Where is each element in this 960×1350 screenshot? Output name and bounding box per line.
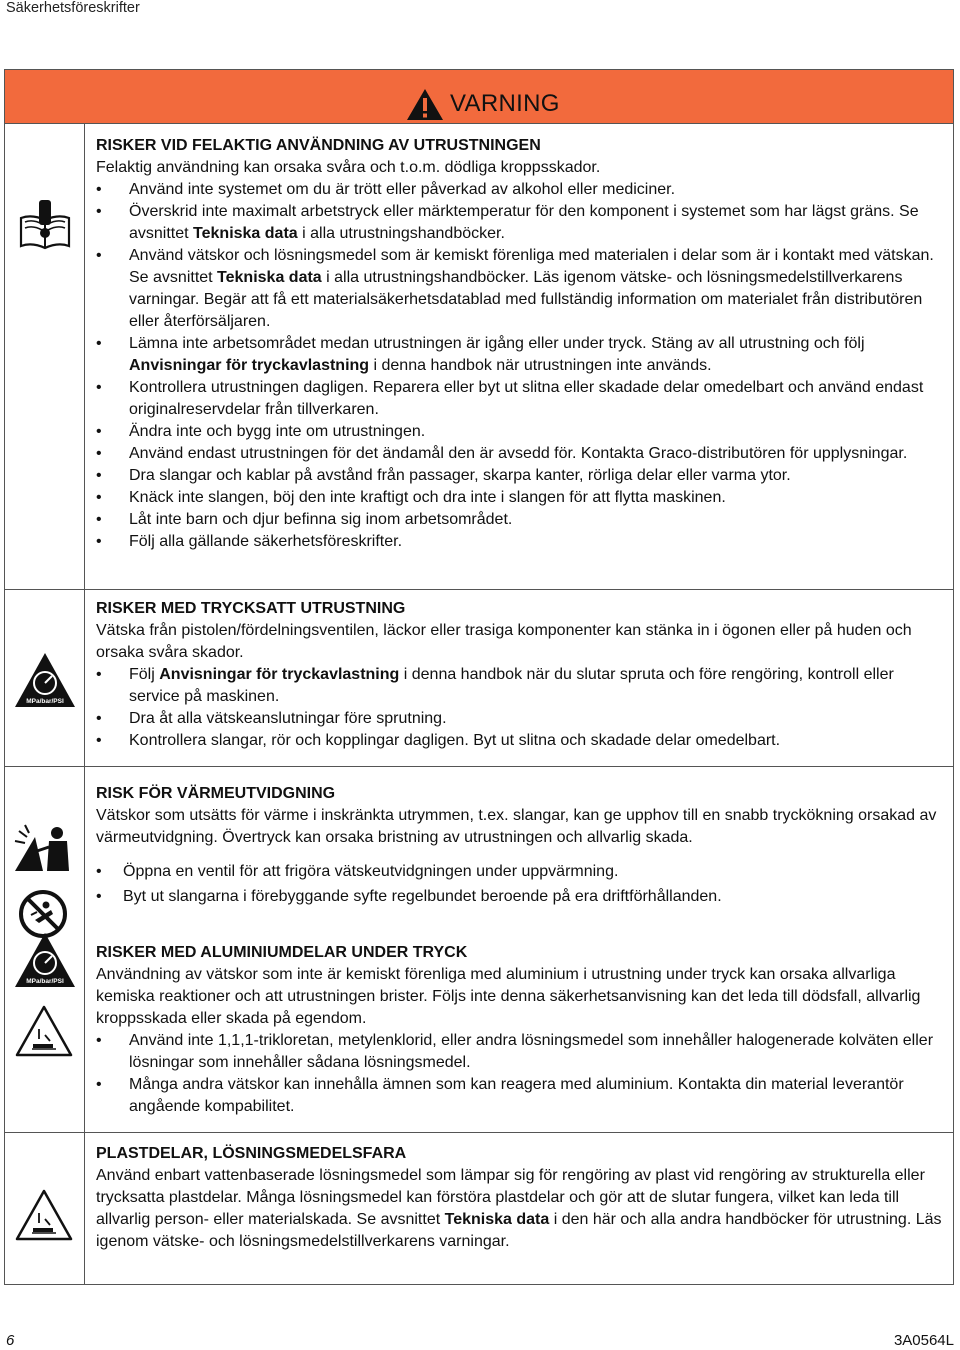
spray-injury-icon — [13, 823, 77, 878]
list-item: • Dra åt alla vätskeanslutningar före sprutning. — [96, 708, 947, 730]
section-divider — [5, 589, 953, 590]
section-title: RISKER VID FELAKTIG ANVÄNDNING AV UTRUSTNINGEN — [96, 137, 541, 154]
section-intro: Vätska från pistolen/fördelningsventilen, läckor eller trasiga komponenter kan stänka in i ögonen eller på huden och orsaka svåra skador. — [96, 622, 912, 661]
list-item: • Överskrid inte maximalt arbetstryck eller märktemperatur för den komponent i systemet som har lägst gräns. Se avsnittet Tekniska data i alla utrustningshandböcker. — [96, 201, 947, 245]
list-item: • Använd inte 1,1,1-trikloretan, metylenklorid, eller andra lösningsmedel som innehåller halogenerade kolväten eller lösningar som innehåller sådana lösningsmedel. — [96, 1030, 947, 1074]
list-item: • Kontrollera utrustningen dagligen. Reparera eller byt ut slitna eller skadade delar omedelbart och använd endast originalreservdelar från tillverkaren. — [96, 377, 947, 421]
list-item: • Ändra inte och bygg inte om utrustningen. — [96, 421, 947, 443]
section-divider — [5, 1132, 953, 1133]
pressure-gauge-warning-icon — [13, 651, 77, 714]
chemical-hazard-icon — [15, 1189, 73, 1246]
warning-banner — [5, 70, 953, 124]
chemical-hazard-icon — [15, 1005, 73, 1062]
list-item: • Lämna inte arbetsområdet medan utrustningen är igång eller under tryck. Stäng av all utrustning och följ Anvisningar för tryckavlastning i denna handbok när utrustningen inte används. — [96, 333, 947, 377]
pressure-gauge-warning-icon — [13, 931, 77, 994]
list-item: • Följ Anvisningar för tryckavlastning i denna handbok när du slutar spruta och före rengöring, kontroll eller service på maskinen. — [96, 664, 947, 708]
section-title: RISKER MED TRYCKSATT UTRUSTNING — [96, 600, 406, 617]
warning-triangle-icon — [406, 88, 444, 121]
section-title: PLASTDELAR, LÖSNINGSMEDELSFARA — [96, 1145, 407, 1162]
svg-text:MPa/bar/PSI: MPa/bar/PSI — [26, 978, 64, 985]
section-misuse — [96, 135, 947, 553]
warning-table — [4, 69, 954, 1285]
section-title: RISK FÖR VÄRMEUTVIDGNING — [96, 785, 336, 802]
bullet-list — [96, 859, 947, 909]
section-title: RISKER MED ALUMINIUMDELAR UNDER TRYCK — [96, 944, 468, 961]
section-body: Använd enbart vattenbaserade lösningsmedel som lämpar sig för rengöring av plast vid rengöring av strukturella eller trycksatta plastdelar. Många lösningsmedel kan förstöra plastdelar och gör att de slutar fungera, vilket kan leda till allvarlig person- eller materialskada. Se avsnittet Tekniska data i den här och alla andra handböcker för utrustning. Läs igenom vätske- och lösningsmedelstillverkarens varningar. — [96, 1167, 942, 1250]
banner-heading — [406, 87, 560, 121]
section-intro: Användning av vätskor som inte är kemiskt förenliga med aluminium i utrustning under tryck kan orsaka allvarliga kemiska reaktioner och att utrustningen brister. Följs inte denna säkerhetsanvisning kan det leda till dödsfall, allvarlig kroppsskada eller skada på egendom. — [96, 966, 921, 1027]
page-number: 6 — [6, 1332, 15, 1349]
list-item: • Många andra vätskor kan innehålla ämnen som kan reagera med aluminium. Kontakta din material leverantör angående kompabilitet. — [96, 1074, 947, 1118]
bullet-list — [96, 664, 947, 752]
list-item: • Använd inte systemet om du är trött eller påverkad av alkohol eller mediciner. — [96, 179, 947, 201]
icon-column — [5, 123, 85, 1284]
list-item: • Följ alla gällande säkerhetsföreskrifter. — [96, 531, 947, 553]
list-item: • Knäck inte slangen, böj den inte kraftigt och dra inte i slangen för att flytta maskinen. — [96, 487, 947, 509]
list-item: • Använd vätskor och lösningsmedel som är kemiskt förenliga med materialen i delar som är i kontakt med vätskan. Se avsnittet Tekniska data i alla utrustningshandböcker. Läs igenom vätske- och lösningsmedelstillverkarens varningar. Begär att få ett materialsäkerhetsdatablad med fullständig information om materialet från distributören eller återförsäljaren. — [96, 245, 947, 333]
manual-warning-icon — [18, 200, 72, 255]
list-item: • Öppna en ventil för att frigöra vätskeutvidgningen under uppvärmning. — [96, 859, 947, 884]
list-item: • Kontrollera slangar, rör och kopplingar dagligen. Byt ut slitna och skadade delar omedelbart. — [96, 730, 947, 752]
bullet-list — [96, 1030, 947, 1118]
page-header-title: Säkerhetsföreskrifter — [6, 0, 140, 16]
list-item: • Dra slangar och kablar på avstånd från passager, skarpa kanter, rörliga delar eller varma ytor. — [96, 465, 947, 487]
section-divider — [5, 766, 953, 767]
list-item: • Låt inte barn och djur befinna sig inom arbetsområdet. — [96, 509, 947, 531]
section-thermal-expansion — [96, 783, 947, 909]
bullet-list — [96, 179, 947, 553]
section-pressurized-equipment — [96, 598, 947, 752]
banner-label: VARNING — [450, 90, 560, 117]
section-aluminum-parts — [96, 942, 947, 1118]
svg-text:MPa/bar/PSI: MPa/bar/PSI — [26, 698, 64, 705]
section-intro: Felaktig användning kan orsaka svåra och t.o.m. dödliga kroppsskador. — [96, 159, 601, 176]
list-item: • Byt ut slangarna i förebyggande syfte regelbundet beroende på era driftförhållanden. — [96, 884, 947, 909]
section-plastic-parts — [96, 1143, 947, 1253]
list-item: • Använd endast utrustningen för det ändamål den är avsedd för. Kontakta Graco-distributören för upplysningar. — [96, 443, 947, 465]
document-code: 3A0564L — [893, 1332, 954, 1349]
section-intro: Vätskor som utsätts för värme i inskränkta utrymmen, t.ex. slangar, kan ge upphov till en snabb tryckökning orsakad av värmeutvidgning. Övertryck kan orsaka bristning av utrustningen och allvarlig skada. — [96, 807, 937, 846]
